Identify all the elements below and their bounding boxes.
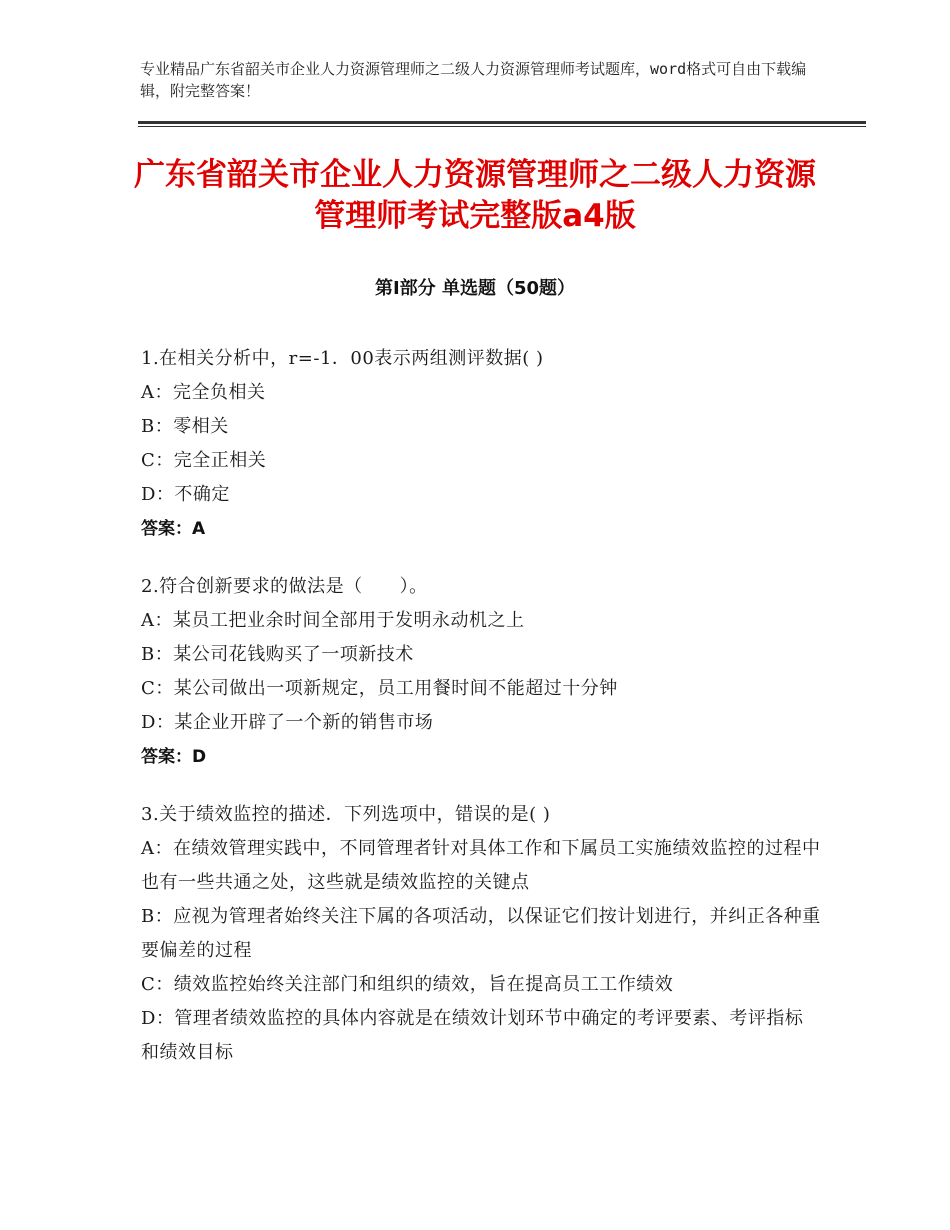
option-d: D：管理者绩效监控的具体内容就是在绩效计划环节中确定的考评要素、考评指标和绩效目标	[141, 1008, 804, 1063]
option-d: D：不确定	[141, 484, 230, 505]
header-rule-thick	[138, 121, 866, 124]
question-2	[141, 570, 821, 774]
question-stem: 3.关于绩效监控的描述．下列选项中，错误的是( )	[141, 804, 551, 825]
option-c: C：完全正相关	[141, 450, 267, 471]
answer: 答案：D	[141, 747, 207, 767]
option-a: A：在绩效管理实践中，不同管理者针对具体工作和下属员工实施绩效监控的过程中也有一些共通之处，这些就是绩效监控的关键点	[141, 838, 821, 893]
header-rule-thin	[138, 126, 866, 127]
question-3	[141, 798, 821, 1070]
question-1	[141, 342, 821, 546]
question-stem: 1.在相关分析中，r=-1．00表示两组测评数据( )	[141, 348, 544, 369]
document-title: 广东省韶关市企业人力资源管理师之二级人力资源管理师考试完整版a4版	[134, 157, 816, 234]
option-a: A：某员工把业余时间全部用于发明永动机之上	[141, 610, 525, 631]
option-b: B：零相关	[141, 416, 229, 437]
option-c: C：某公司做出一项新规定，员工用餐时间不能超过十分钟	[141, 678, 618, 699]
answer: 答案：A	[141, 519, 206, 539]
option-d: D：某企业开辟了一个新的销售市场	[141, 712, 434, 733]
option-c: C：绩效监控始终关注部门和组织的绩效，旨在提高员工工作绩效	[141, 974, 674, 995]
question-stem: 2.符合创新要求的做法是（ ）。	[141, 576, 428, 597]
option-a: A：完全负相关	[141, 382, 266, 403]
header-note: 专业精品广东省韶关市企业人力资源管理师之二级人力资源管理师考试题库，word格式可自由下载编辑，附完整答案！	[140, 60, 807, 100]
section-heading: 第Ⅰ部分 单选题（50题）	[374, 278, 575, 299]
option-b: B：应视为管理者始终关注下属的各项活动，以保证它们按计划进行，并纠正各种重要偏差的过程	[141, 906, 821, 961]
question-list	[141, 342, 821, 1094]
option-b: B：某公司花钱购买了一项新技术	[141, 644, 414, 665]
